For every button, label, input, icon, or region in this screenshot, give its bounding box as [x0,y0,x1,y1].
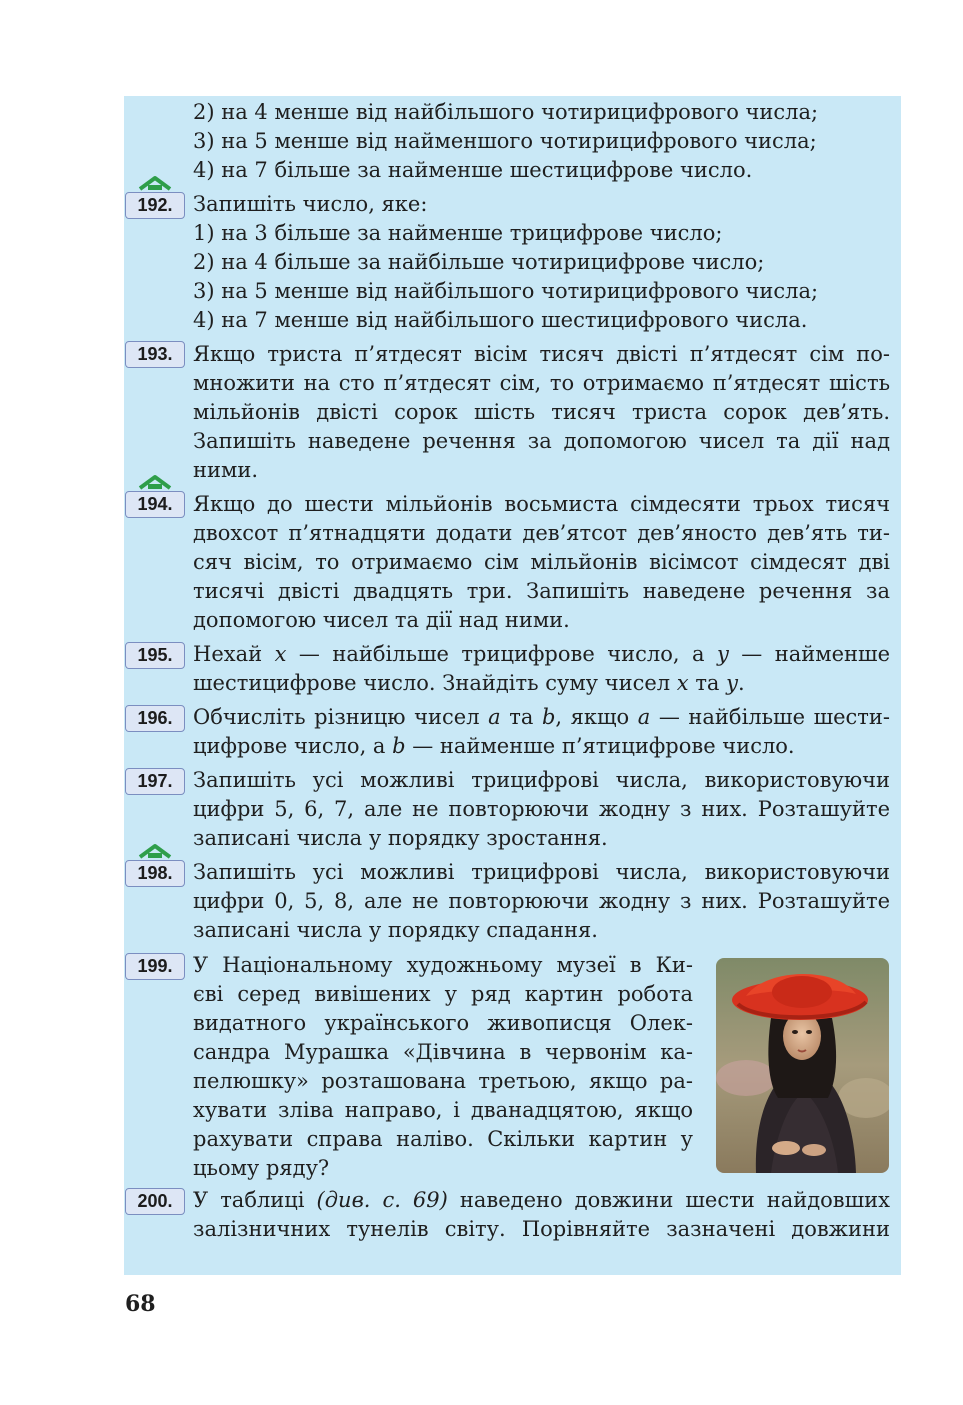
exercise-number-193: 193. [125,341,185,368]
ex197-line-2: цифри 5, 6, 7, але не повторюючи жодну з них. Розташуйте [193,797,890,821]
ex199-line-6: хувати зліва направо, і дванадцятою, якщо [193,1098,693,1122]
ex196-line-1: Обчисліть різницю чисел a та b, якщо a — найбільше шести- [193,705,891,729]
exercise-number-195: 195. [125,642,185,669]
ex198-line-1: Запишіть усі можливі трицифрові числа, використовуючи [193,860,890,884]
exercise-number-200: 200. [125,1188,185,1215]
ex193-line-4: Запишіть наведене речення за допомогою чисел та дії над [193,429,890,453]
ex199-line-5: пелюшку» розташована третьою, якщо ра- [193,1069,693,1093]
ex199-line-7: рахувати справа наліво. Скільки картин у [193,1127,693,1151]
ex197-line-1: Запишіть усі можливі трицифрові числа, використовуючи [193,768,890,792]
ex199-line-4: сандра Мурашка «Дівчина в червонім ка- [193,1040,693,1064]
ex195-line-1: Нехай x — найбільше трицифрове число, а y — найменше [193,642,890,666]
ex197-line-3: записані числа у порядку зростання. [193,826,608,850]
ex200-line-1: У таблиці (див. с. 69) наведено довжини шести найдовших [193,1188,890,1212]
ex198-line-2: цифри 0, 5, 8, але не повторюючи жодну з них. Розташуйте [193,889,890,913]
ex193-line-3: мільйонів двісті сорок шість тисяч триста сорок дев’ять. [193,400,890,424]
exercise-number-192: 192. [125,192,185,219]
ex192-line-2: 1) на 3 більше за найменше трицифрове число; [193,221,723,245]
ex199-line-8: цьому ряду? [193,1156,330,1180]
ex198-line-3: записані числа у порядку спадання. [193,918,598,942]
ex192-line-1: Запишіть число, яке: [193,192,428,216]
ex194-line-2: двохсот п’ятнадцяти додати дев’ятсот дев’яносто дев’ять ти- [193,521,890,545]
ex191-line-4: 4) на 7 більше за найменше шестицифрове число. [193,158,753,182]
ex191-line-3: 3) на 5 менше від найменшого чотирицифрового числа; [193,129,817,153]
ex199-line-3: видатного українського живописця Олек- [193,1011,693,1035]
ex194-line-5: допомогою чисел та дії над ними. [193,608,570,632]
ex192-line-3: 2) на 4 більше за найбільше чотирицифрове число; [193,250,765,274]
ex194-line-4: тисячі двісті двадцять три. Запишіть наведене речення за [193,579,890,603]
exercise-number-198: 198. [125,860,185,887]
home-task-icon [138,843,172,859]
exercise-number-196: 196. [125,705,185,732]
ex199-line-1: У Національному художньому музеї в Ки- [193,953,693,977]
home-task-icon [138,474,172,490]
ex195-line-2: шестицифрове число. Знайдіть суму чисел x та y. [193,671,745,695]
ex199-line-2: єві серед вивішених у ряд картин робота [193,982,693,1006]
exercise-number-197: 197. [125,768,185,795]
page-number: 68 [125,1291,156,1317]
home-task-icon [138,175,172,191]
ex193-line-1: Якщо триста п’ятдесят вісім тисяч двісті п’ятдесят сім по- [193,342,890,366]
painting-girl-in-red-hat [716,958,889,1173]
ex194-line-3: сяч вісім, то отримаємо сім мільйонів вісімсот сімдесят дві [193,550,890,574]
ex193-line-2: множити на сто п’ятдесят сім, то отримаємо п’ятдесят шість [193,371,890,395]
ex194-line-1: Якщо до шести мільйонів восьмиста сімдесяти трьох тисяч [193,492,890,516]
ex192-line-4: 3) на 5 менше від найбільшого чотирицифрового числа; [193,279,819,303]
exercise-number-199: 199. [125,953,185,980]
exercise-number-194: 194. [125,491,185,518]
ex191-line-2: 2) на 4 менше від найбільшого чотирицифрового числа; [193,100,819,124]
ex192-line-5: 4) на 7 менше від найбільшого шестицифрового числа. [193,308,808,332]
ex193-line-5: ними. [193,458,258,482]
ex200-line-2: залізничних тунелів світу. Порівняйте зазначені довжини [193,1217,890,1241]
ex196-line-2: цифрове число, а b — найменше п’ятицифрове число. [193,734,795,758]
